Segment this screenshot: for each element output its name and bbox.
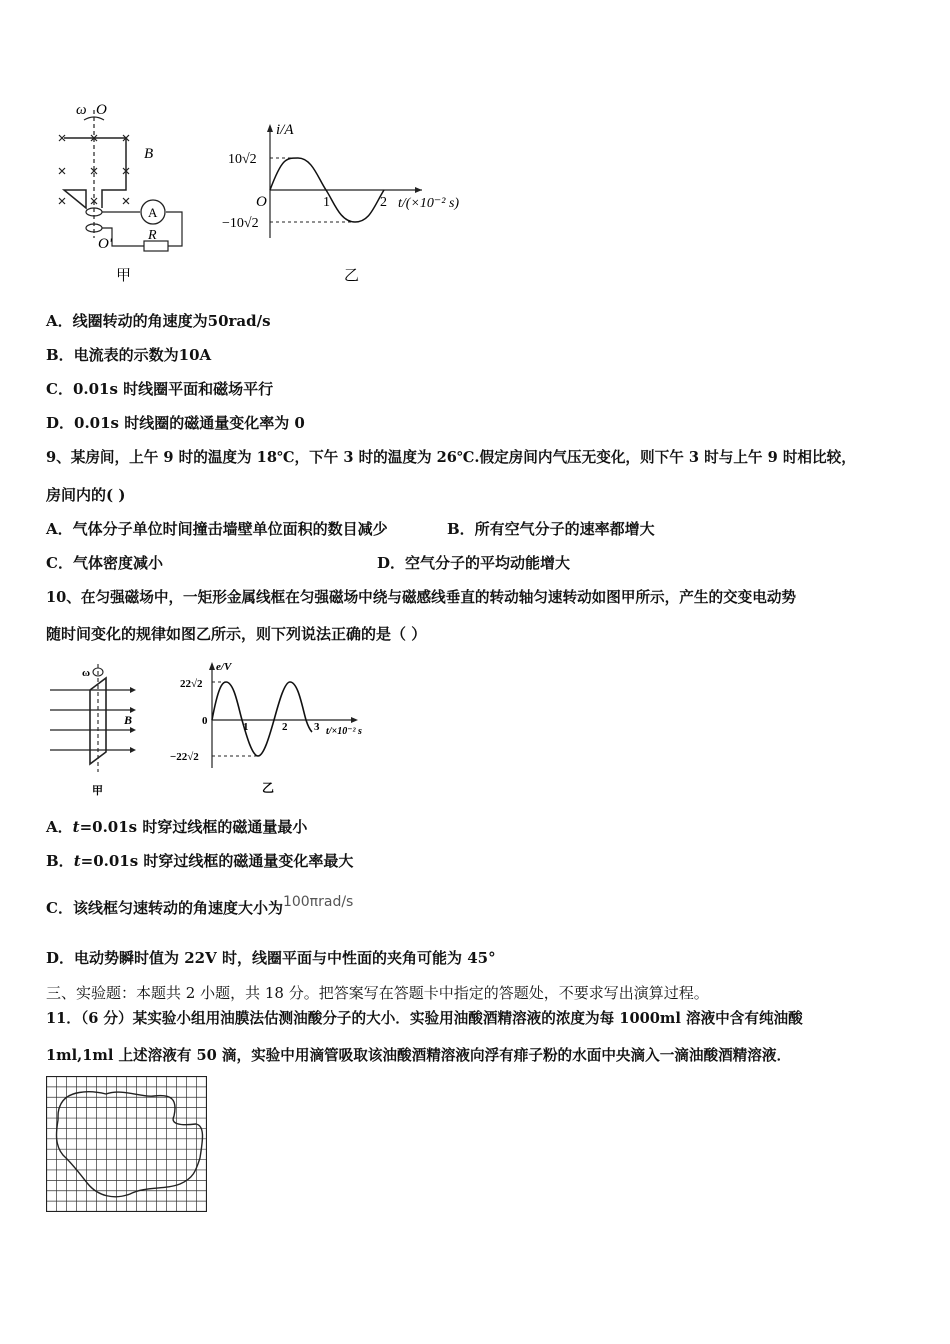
x-tick-1: 1 xyxy=(243,721,249,733)
y-axis-label: e/V xyxy=(216,661,232,673)
x-tick-2: 2 xyxy=(380,195,387,210)
oil-film-grid-figure xyxy=(46,1076,207,1212)
field-b-label: B xyxy=(144,146,154,162)
q10-option-c-text: C．该线框匀速转动的角速度大小为 xyxy=(46,899,283,917)
q8-option-d: D．0.01s 时线圈的磁通量变化率为 0 xyxy=(46,414,305,432)
q10-stem-line2: 随时间变化的规律如图乙所示，则下列说法正确的是（ ） xyxy=(46,625,427,643)
x-tick-1: 1 xyxy=(323,195,330,210)
x-tick-3: 3 xyxy=(314,721,320,733)
y-peak-label: 22√2 xyxy=(180,678,203,690)
figure-10-jia xyxy=(46,660,146,800)
q10-option-a-var: t xyxy=(72,818,80,836)
y-peak-label: 10√2 xyxy=(228,152,257,167)
q10-option-b xyxy=(46,851,353,871)
axis-o-label: O xyxy=(96,102,107,118)
q10-option-a xyxy=(46,817,307,837)
q9-stem-line2: 房间内的( ) xyxy=(46,486,126,504)
q8-option-b: B．电流表的示数为10A xyxy=(46,346,212,364)
ammeter-label: A xyxy=(148,205,158,220)
q10-option-a-rest: =0.01s 时穿过线框的磁通量最小 xyxy=(79,818,308,836)
q10-option-d: D．电动势瞬时值为 22V 时，线圈平面与中性面的夹角可能为 45° xyxy=(46,949,496,967)
x-axis-arrow-icon xyxy=(351,717,358,723)
q10-option-c-formula: 100πrad/s xyxy=(282,894,354,910)
y-axis-label: i/A xyxy=(276,122,294,138)
q10-option-b-var: t xyxy=(73,852,81,870)
q9-option-a: A．气体分子单位时间撞击墙壁单位面积的数目减少 xyxy=(46,520,388,538)
field-lines xyxy=(50,690,132,750)
x-axis-label: t/×10⁻² s xyxy=(326,726,362,737)
q11-stem-line2: 1ml,1ml 上述溶液有 50 滴，实验中用滴管吸取该油酸酒精溶液向浮有痱子粉的水面中央滴入一滴油酸酒精溶液． xyxy=(46,1047,792,1064)
x-axis-arrow-icon xyxy=(415,187,422,193)
q11-stem-line1: 11．（6 分）某实验小组用油膜法估测油酸分子的大小．实验用油酸酒精溶液的浓度为每 1000ml 溶液中含有纯油酸 xyxy=(46,1010,803,1027)
q9-option-b: B．所有空气分子的速率都增大 xyxy=(447,520,655,538)
q10-stem-line1: 10、在匀强磁场中，一矩形金属线框在匀强磁场中绕与磁感线垂直的转动轴匀速转动如图甲所示，产生的交变电动势 xyxy=(46,589,797,606)
figure-8-jia-caption: 甲 xyxy=(116,268,132,284)
figure-8-yi xyxy=(222,118,482,286)
resistor-label: R xyxy=(148,228,157,243)
q10-option-c xyxy=(46,894,354,919)
q9-stem-line1: 9、某房间，上午 9 时的温度为 18℃，下午 3 时的温度为 26℃.假定房间内气压无变化，则下午 3 时与上午 9 时相比较， xyxy=(46,449,856,466)
q10-option-b-prefix: B． xyxy=(46,852,74,870)
y-trough-label: −10√2 xyxy=(222,216,259,231)
origin-label: O xyxy=(256,194,267,210)
x-tick-2: 2 xyxy=(282,721,288,733)
q9-option-c: C．气体密度减小 xyxy=(46,554,163,572)
figure-10-yi-caption: 乙 xyxy=(262,781,275,795)
axis-o-prime-label: O' xyxy=(98,236,113,252)
figure-10-yi xyxy=(166,658,386,800)
q8-option-c: C．0.01s 时线圈平面和磁场平行 xyxy=(46,380,274,398)
y-axis-arrow-icon xyxy=(209,662,215,670)
field-b-label: B xyxy=(124,713,133,727)
omega-label: ω xyxy=(82,667,91,679)
figure-8-yi-caption: 乙 xyxy=(344,268,360,284)
y-trough-label: −22√2 xyxy=(170,751,199,763)
section-3-heading: 三、实验题：本题共 2 小题，共 18 分。把答案写在答题卡中指定的答题处，不要求写出演算过程。 xyxy=(46,984,709,1002)
q10-option-b-rest: =0.01s 时穿过线框的磁通量变化率最大 xyxy=(80,852,354,870)
q8-option-a: A．线圈转动的角速度为50rad/s xyxy=(46,312,271,330)
omega-label: ω xyxy=(76,102,87,118)
emf-curve xyxy=(212,682,312,756)
origin-label: 0 xyxy=(202,715,208,727)
y-axis-arrow-icon xyxy=(267,124,273,132)
grid-lines xyxy=(46,1076,206,1211)
figure-8-jia xyxy=(48,98,198,288)
coil-frame xyxy=(64,138,126,208)
figure-10-jia-caption: 甲 xyxy=(92,785,103,797)
x-axis-label: t/(×10⁻² s) xyxy=(398,196,460,211)
q9-option-d: D．空气分子的平均动能增大 xyxy=(377,554,571,572)
q10-option-a-prefix: A． xyxy=(46,818,73,836)
